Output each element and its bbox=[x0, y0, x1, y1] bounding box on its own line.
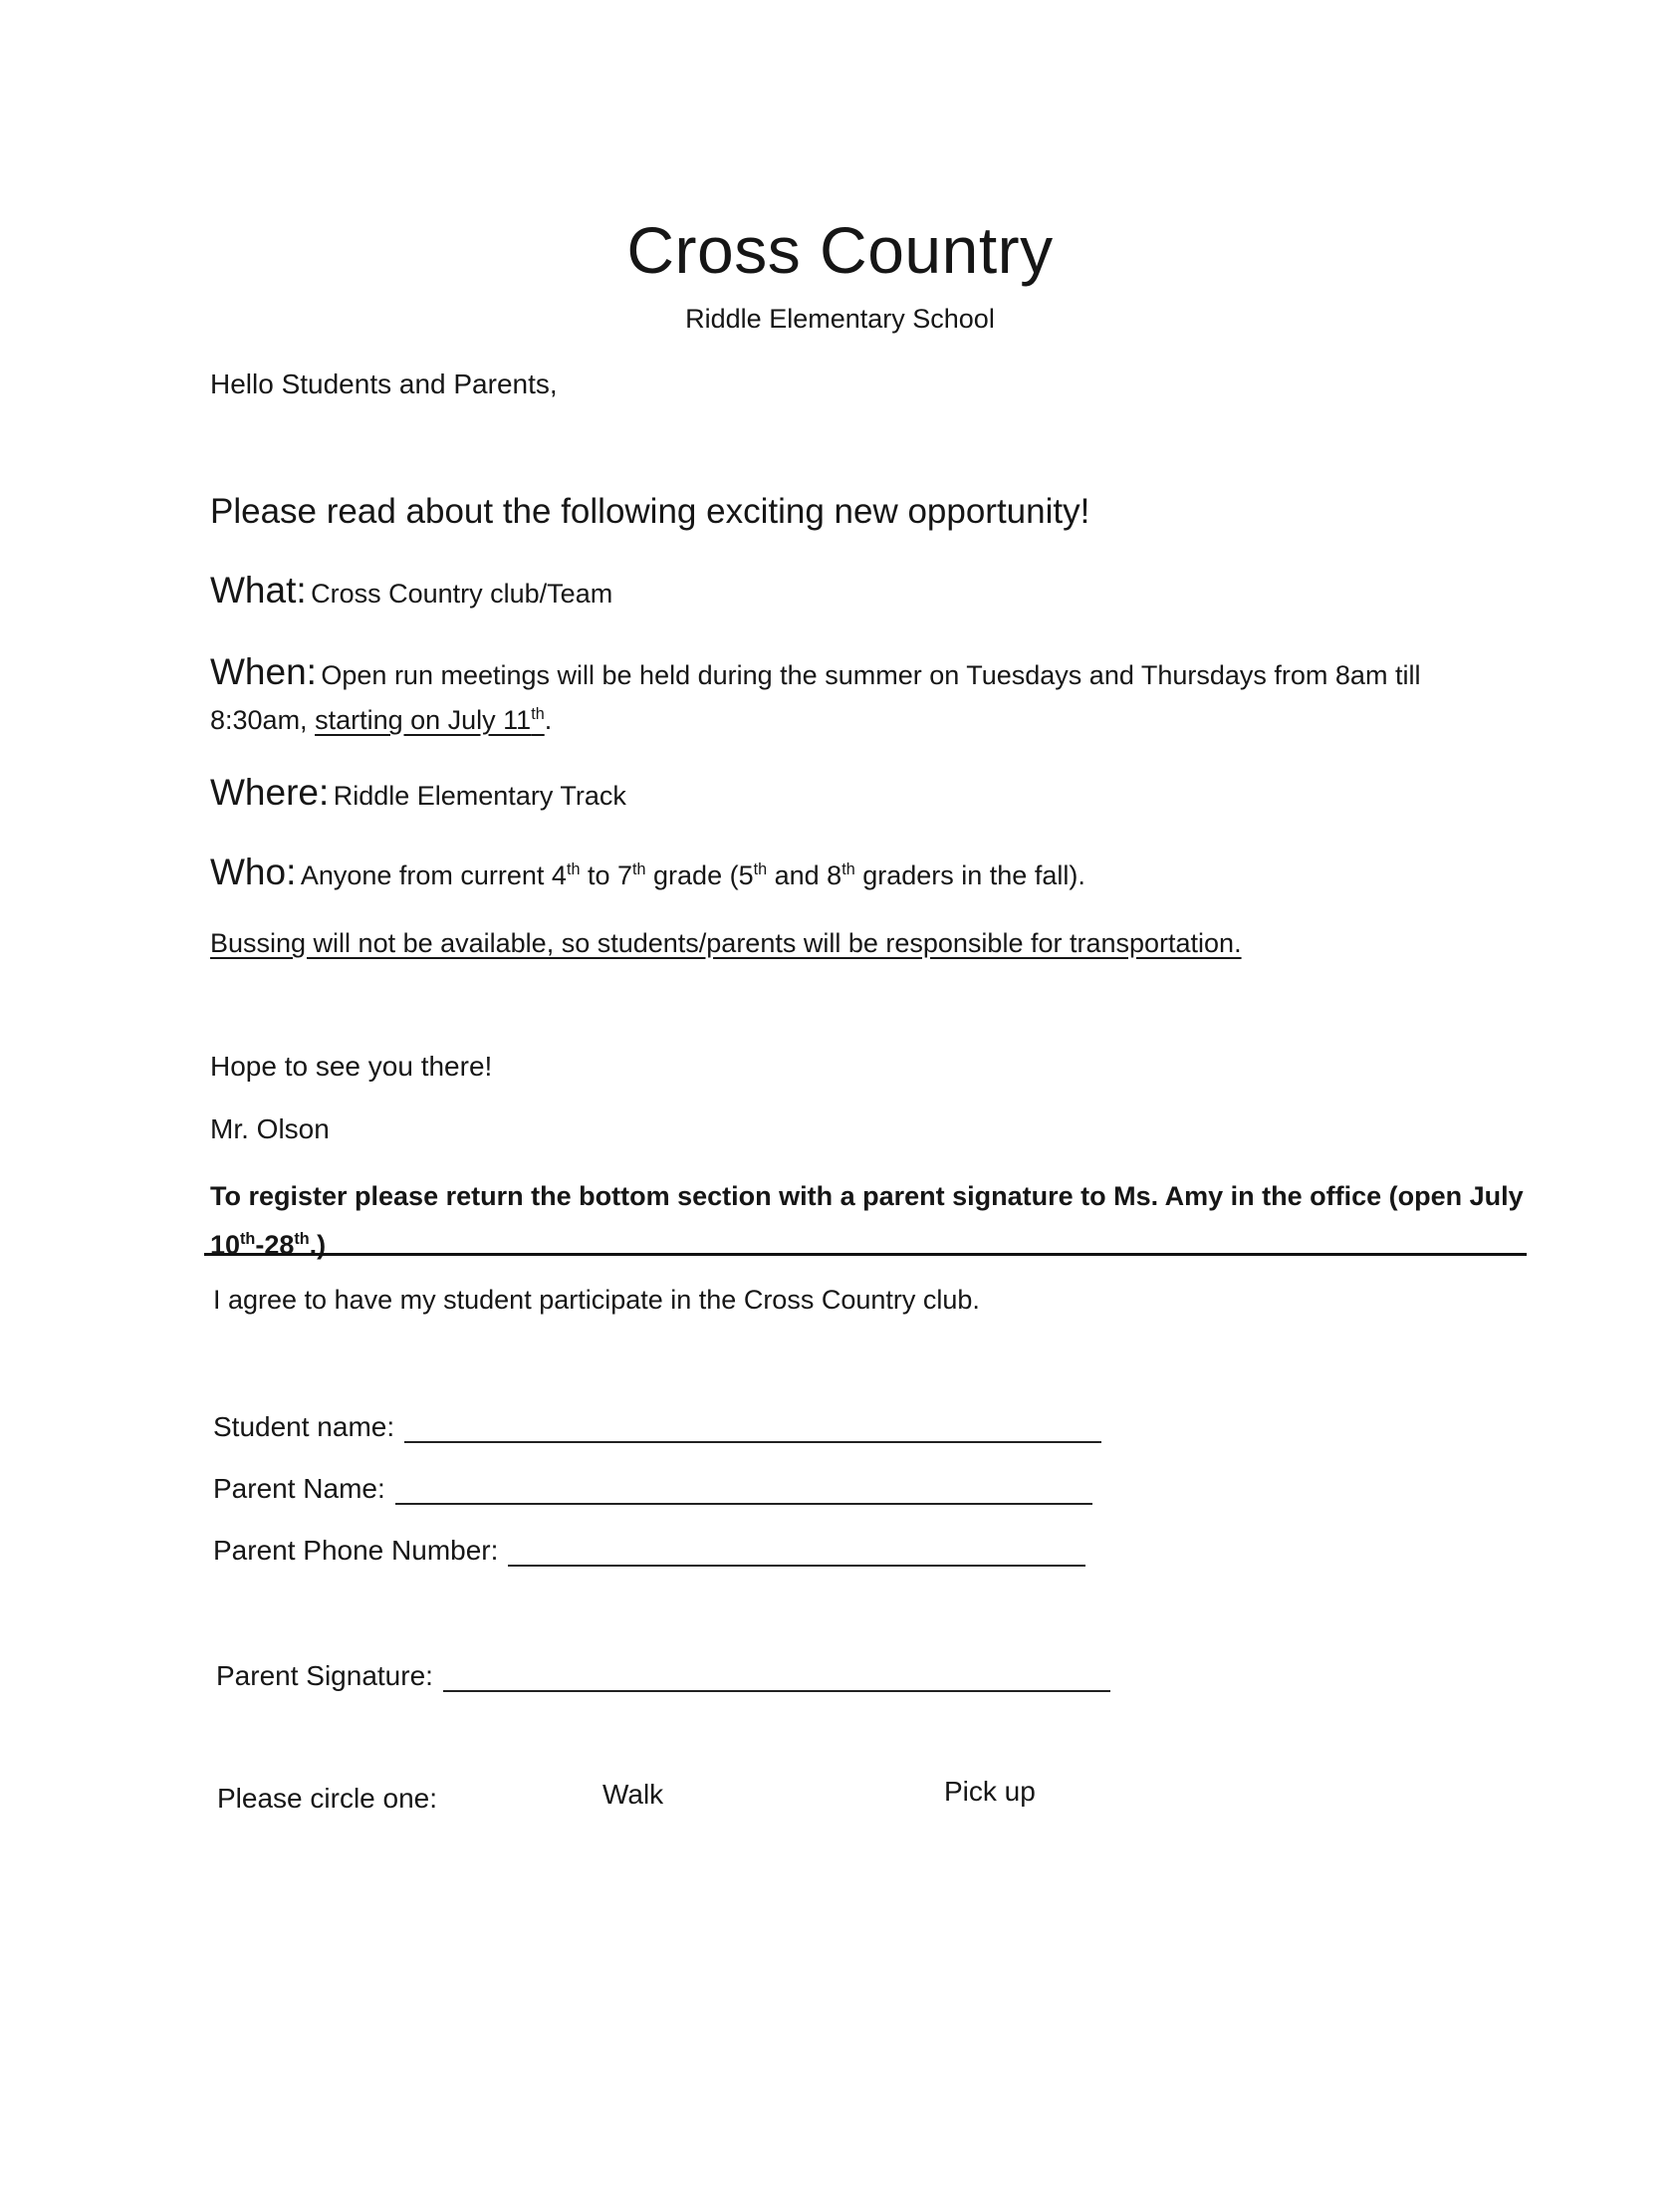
bussing-notice: Bussing will not be available, so students/parents will be responsible for transportation. bbox=[210, 928, 1242, 958]
when-start-text: starting on July 11 bbox=[315, 705, 532, 735]
register-s1: th bbox=[240, 1230, 256, 1248]
what-value: Cross Country club/Team bbox=[311, 579, 613, 609]
when-period: . bbox=[544, 705, 553, 735]
parent-name-blank[interactable] bbox=[395, 1479, 1092, 1505]
closing-hope: Hope to see you there! bbox=[210, 1051, 493, 1082]
parent-signature-blank[interactable] bbox=[443, 1666, 1110, 1692]
when-start-sup: th bbox=[531, 705, 545, 723]
when-time-end: 8:30am, bbox=[210, 705, 308, 735]
option-walk[interactable]: Walk bbox=[602, 1779, 664, 1810]
when-start-date bbox=[315, 705, 545, 735]
who-s4: th bbox=[841, 860, 855, 878]
who-s3: th bbox=[753, 860, 768, 878]
where-row bbox=[210, 772, 626, 814]
circle-one-label: Please circle one: bbox=[217, 1783, 438, 1814]
what-row bbox=[210, 570, 612, 612]
greeting: Hello Students and Parents, bbox=[210, 368, 558, 399]
where-value: Riddle Elementary Track bbox=[333, 781, 626, 811]
student-name-blank[interactable] bbox=[404, 1417, 1101, 1443]
who-t4: and 8 bbox=[767, 860, 842, 890]
register-t1: To register please return the bottom section with a parent signature to Ms. Amy in the office (open July 10 bbox=[210, 1181, 1524, 1260]
parent-phone-label: Parent Phone Number: bbox=[213, 1535, 499, 1566]
where-label: Where: bbox=[210, 772, 330, 813]
who-value bbox=[301, 860, 1085, 890]
who-s2: th bbox=[632, 860, 646, 878]
who-t5: graders in the fall). bbox=[854, 860, 1085, 890]
student-name-field[interactable] bbox=[213, 1411, 1101, 1443]
register-s2: th bbox=[294, 1230, 310, 1248]
who-t3: grade (5 bbox=[645, 860, 754, 890]
who-t1: Anyone from current 4 bbox=[300, 860, 567, 890]
option-pickup[interactable]: Pick up bbox=[944, 1776, 1036, 1807]
when-row bbox=[210, 651, 1420, 693]
parent-phone-field[interactable] bbox=[213, 1535, 1085, 1567]
register-t3: .) bbox=[309, 1230, 327, 1260]
parent-signature-field[interactable] bbox=[216, 1660, 1110, 1692]
parent-signature-label: Parent Signature: bbox=[216, 1660, 433, 1691]
when-value-line1: Open run meetings will be held during the summer on Tuesdays and Thursdays from 8am till bbox=[321, 660, 1421, 690]
parent-name-field[interactable] bbox=[213, 1473, 1092, 1505]
lead-sentence: Please read about the following exciting new opportunity! bbox=[210, 492, 1090, 531]
when-row-line2 bbox=[210, 705, 552, 736]
parent-phone-blank[interactable] bbox=[508, 1541, 1085, 1567]
parent-name-label: Parent Name: bbox=[213, 1473, 385, 1504]
who-label: Who: bbox=[210, 852, 297, 892]
who-row bbox=[210, 852, 1085, 893]
who-s1: th bbox=[566, 860, 581, 878]
page-title: Cross Country bbox=[626, 213, 1054, 287]
agreement-statement: I agree to have my student participate in the Cross Country club. bbox=[213, 1285, 980, 1315]
cut-line-divider bbox=[204, 1253, 1527, 1256]
student-name-label: Student name: bbox=[213, 1411, 395, 1442]
who-t2: to 7 bbox=[580, 860, 633, 890]
school-name: Riddle Elementary School bbox=[685, 304, 995, 334]
signoff-name: Mr. Olson bbox=[210, 1113, 330, 1144]
when-label: When: bbox=[210, 651, 317, 692]
register-t2: -28 bbox=[255, 1230, 295, 1260]
what-label: What: bbox=[210, 570, 307, 611]
